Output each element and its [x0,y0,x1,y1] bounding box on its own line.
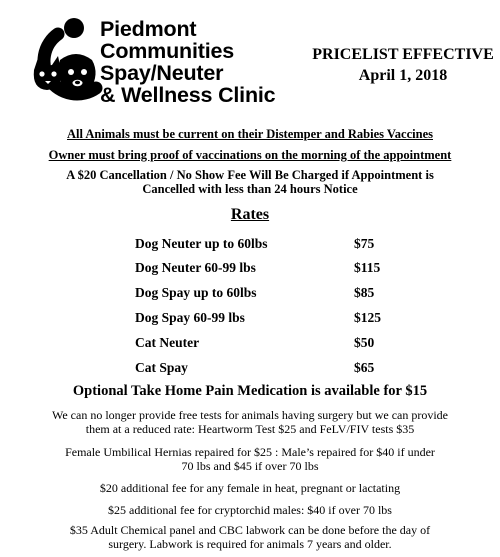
note-line: surgery. Labwork is required for animals 7 years and older. [108,537,392,551]
dog-and-cat-logo-icon [14,10,104,110]
tests-note [50,408,450,436]
effective-label: PRICELIST EFFECTIVE [312,46,494,63]
note-line: $35 Adult Chemical panel and CBC labwork can be done before the day of [69,523,431,537]
effective-date: April 1, 2018 [358,67,448,84]
rate-row [0,260,500,280]
note-line: them at a reduced rate: Heartworm Test $25 and FeLV/FIV tests $35 [85,422,415,436]
heat-fee-note: $20 additional fee for any female in heat, pregnant or lactating [99,481,401,495]
rate-price: $125 [354,310,381,325]
rate-price: $85 [354,285,375,300]
rate-price: $65 [354,360,375,375]
cryptorchid-fee-note: $25 additional fee for cryptorchid males: $40 if over 70 lbs [108,503,392,517]
rate-price: $75 [354,236,375,251]
hernia-note [50,445,450,473]
rate-service: Cat Neuter [135,335,200,350]
rate-row [0,310,500,330]
rate-service: Dog Neuter 60-99 lbs [135,260,256,275]
rates-title: Rates [230,206,270,223]
rate-row [0,285,500,305]
clinic-name-line: Spay/Neuter [100,61,224,85]
pain-medication-notice: Optional Take Home Pain Medication is available for $15 [72,383,428,399]
rate-price: $115 [354,260,381,275]
vaccine-requirement-notice: All Animals must be current on their Distemper and Rabies Vaccines [67,127,433,141]
rate-row [0,360,500,380]
proof-requirement-notice: Owner must bring proof of vaccinations on the morning of the appointment [48,148,452,162]
rate-service: Cat Spay [135,360,188,375]
rate-row [0,335,500,355]
clinic-name-line: Communities [100,39,234,63]
clinic-name-line: & Wellness Clinic [100,83,276,107]
note-line: 70 lbs and $45 if over 70 lbs [181,459,319,473]
rate-service: Dog Spay 60-99 lbs [135,310,245,325]
clinic-name [100,18,275,106]
rate-service: Dog Neuter up to 60lbs [135,236,268,251]
rate-service: Dog Spay up to 60lbs [135,285,257,300]
labwork-note [50,523,450,551]
rate-price: $50 [354,335,375,350]
cancellation-notice [0,168,500,196]
effective-date-heading [308,44,498,86]
clinic-name-line: Piedmont [100,17,197,41]
cancellation-line: A $20 Cancellation / No Show Fee Will Be Charged if Appointment is [66,168,434,182]
rate-row [0,236,500,256]
cancellation-line: Cancelled with less than 24 hours Notice [142,182,358,196]
note-line: We can no longer provide free tests for animals having surgery but we can provide [51,408,449,422]
note-line: Female Umbilical Hernias repaired for $25 : Male’s repaired for $40 if under [65,445,435,459]
